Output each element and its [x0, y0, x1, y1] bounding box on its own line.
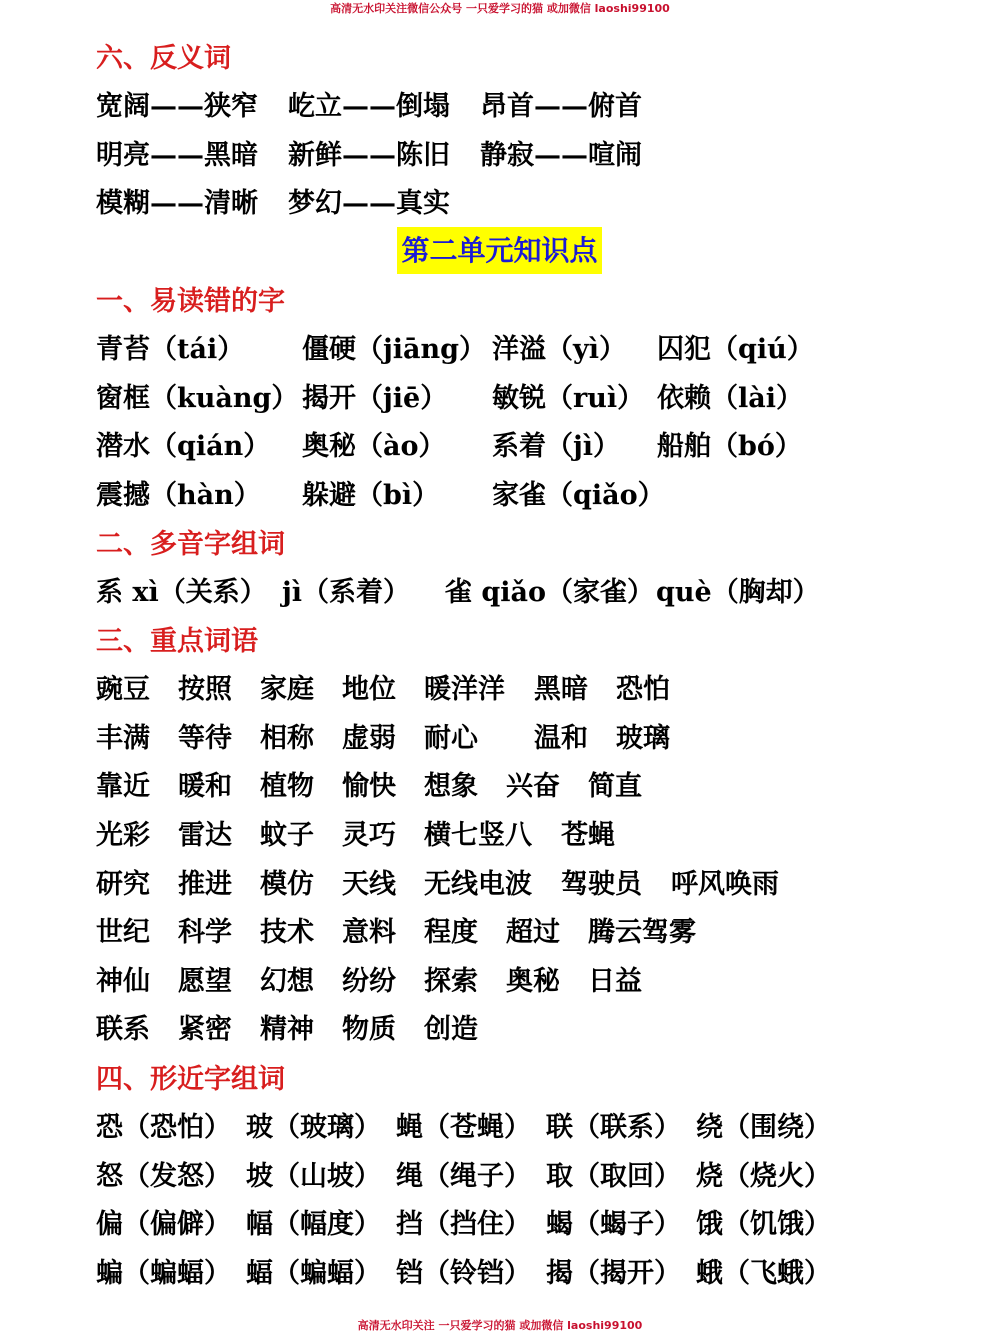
similar-char-entry: 蝎（蝎子） [546, 1209, 681, 1240]
misread-word: 船舶（bó） [657, 431, 802, 462]
key-word: 按照 [178, 674, 232, 705]
key-word: 奥秘 [506, 966, 560, 997]
key-word: 模仿 [260, 869, 314, 900]
key-word: 幻想 [260, 966, 314, 997]
polyphonic-entry: 雀 qiǎo（家雀） [445, 577, 655, 608]
key-word: 温和 [534, 723, 588, 754]
misread-row [96, 430, 976, 464]
antonym-pair: 模糊——清晰 [96, 188, 258, 219]
similar-char-entry: 铛（铃铛） [396, 1258, 531, 1289]
key-word: 联系 [96, 1014, 150, 1045]
misread-word: 潜水（qián） [96, 431, 271, 462]
similar-char-entry: 挡（挡住） [396, 1209, 531, 1240]
key-word: 虚弱 [342, 723, 396, 754]
key-word: 愉快 [342, 771, 396, 802]
key-word: 地位 [342, 674, 396, 705]
section-heading-polyphonic: 二、多音字组词 [96, 529, 285, 560]
misread-word: 窗框（kuàng） [96, 383, 299, 414]
misread-word: 系着（jì） [492, 431, 621, 462]
key-word: 耐心 [424, 723, 478, 754]
key-word: 豌豆 [96, 674, 150, 705]
key-word: 灵巧 [342, 820, 396, 851]
key-word: 日益 [588, 966, 642, 997]
similar-char-entry: 幅（幅度） [246, 1209, 381, 1240]
antonym-pair: 梦幻——真实 [288, 188, 450, 219]
similar-char-entry: 揭（揭开） [546, 1258, 681, 1289]
key-word: 想象 [424, 771, 478, 802]
key-word: 神仙 [96, 966, 150, 997]
antonym-row [96, 139, 976, 173]
similar-char-entry: 绳（绳子） [396, 1161, 531, 1192]
key-word: 横七竖八 [424, 820, 532, 851]
key-word: 世纪 [96, 917, 150, 948]
polyphonic-entry: 系 xì（关系） [96, 577, 267, 608]
key-word: 精神 [260, 1014, 314, 1045]
section-heading-antonyms: 六、反义词 [96, 43, 231, 74]
misread-row [96, 333, 976, 367]
key-word: 苍蝇 [561, 820, 615, 851]
section-heading-misread: 一、易读错的字 [96, 286, 285, 317]
similar-char-entry: 蝙（蝙蝠） [96, 1258, 231, 1289]
key-word: 雷达 [178, 820, 232, 851]
similar-char-entry: 饿（饥饿） [696, 1209, 831, 1240]
key-word: 暖洋洋 [424, 674, 505, 705]
key-words-row [96, 819, 976, 853]
polyphonic-row [96, 576, 976, 610]
antonym-row [96, 90, 976, 124]
key-word: 植物 [260, 771, 314, 802]
key-word: 恐怕 [616, 674, 670, 705]
similar-char-entry: 怒（发怒） [96, 1161, 231, 1192]
misread-word: 震撼（hàn） [96, 480, 261, 511]
key-word: 腾云驾雾 [588, 917, 696, 948]
antonym-pair: 昂首——俯首 [480, 91, 642, 122]
key-words-row [96, 916, 976, 950]
antonym-pair: 明亮——黑暗 [96, 140, 258, 171]
key-word: 无线电波 [424, 869, 532, 900]
polyphonic-entry: jì（系着） [282, 577, 411, 608]
misread-word: 洋溢（yì） [492, 334, 626, 365]
watermark-bottom: 高清无水印关注 一只爱学习的猫 或加微信 laoshi99100 [357, 1319, 643, 1332]
similar-char-entry: 玻（玻璃） [246, 1112, 381, 1143]
similar-char-entry: 蝇（苍蝇） [396, 1112, 531, 1143]
misread-row [96, 479, 976, 513]
key-word: 丰满 [96, 723, 150, 754]
similar-char-entry: 恐（恐怕） [96, 1112, 231, 1143]
misread-row [96, 382, 976, 416]
similar-chars-row [96, 1160, 976, 1194]
misread-word: 敏锐（ruì） [492, 383, 645, 414]
key-word: 技术 [260, 917, 314, 948]
key-word: 兴奋 [506, 771, 560, 802]
similar-char-entry: 烧（烧火） [696, 1161, 831, 1192]
key-word: 相称 [260, 723, 314, 754]
similar-char-entry: 取（取回） [546, 1161, 681, 1192]
unit-title-banner: 第二单元知识点 [397, 227, 602, 274]
key-word: 推进 [178, 869, 232, 900]
misread-word: 奥秘（ào） [302, 431, 446, 462]
key-word: 天线 [342, 869, 396, 900]
misread-word: 依赖（lài） [657, 383, 804, 414]
key-word: 愿望 [178, 966, 232, 997]
key-word: 研究 [96, 869, 150, 900]
key-word: 呼风唤雨 [671, 869, 779, 900]
key-words-row [96, 1013, 976, 1047]
section-heading-similar-chars: 四、形近字组词 [96, 1064, 285, 1095]
misread-word: 揭开（jiē） [302, 383, 448, 414]
key-word: 纷纷 [342, 966, 396, 997]
antonym-pair: 宽阔——狭窄 [96, 91, 258, 122]
key-word: 黑暗 [534, 674, 588, 705]
misread-word: 青苔（tái） [96, 334, 245, 365]
key-words-row [96, 673, 976, 707]
key-word: 意料 [342, 917, 396, 948]
similar-char-entry: 联（联系） [546, 1112, 681, 1143]
misread-word: 家雀（qiǎo） [492, 480, 665, 511]
key-word: 玻璃 [616, 723, 670, 754]
key-word: 等待 [178, 723, 232, 754]
antonym-pair: 静寂——喧闹 [480, 140, 642, 171]
key-word: 家庭 [260, 674, 314, 705]
key-word: 程度 [424, 917, 478, 948]
similar-char-entry: 绕（围绕） [696, 1112, 831, 1143]
similar-chars-row [96, 1111, 976, 1145]
key-word: 暖和 [178, 771, 232, 802]
key-word: 探索 [424, 966, 478, 997]
key-word: 物质 [342, 1014, 396, 1045]
key-words-row [96, 770, 976, 804]
similar-chars-row [96, 1208, 976, 1242]
key-word: 光彩 [96, 820, 150, 851]
misread-word: 躲避（bì） [302, 480, 440, 511]
polyphonic-entry: què（胸却） [656, 577, 820, 608]
antonym-pair: 新鲜——陈旧 [288, 140, 450, 171]
key-word: 紧密 [178, 1014, 232, 1045]
key-word: 蚊子 [260, 820, 314, 851]
section-heading-key-words: 三、重点词语 [96, 626, 258, 657]
key-word: 简直 [588, 771, 642, 802]
similar-char-entry: 坡（山坡） [246, 1161, 381, 1192]
similar-char-entry: 偏（偏僻） [96, 1209, 231, 1240]
key-word: 驾驶员 [561, 869, 642, 900]
key-words-row [96, 965, 976, 999]
key-word: 超过 [506, 917, 560, 948]
key-words-row [96, 868, 976, 902]
key-words-row [96, 722, 976, 756]
similar-char-entry: 蛾（飞蛾） [696, 1258, 831, 1289]
antonym-pair: 屹立——倒塌 [288, 91, 450, 122]
misread-word: 囚犯（qiú） [657, 334, 814, 365]
antonym-row [96, 187, 976, 221]
similar-char-entry: 蝠（蝙蝠） [246, 1258, 381, 1289]
key-word: 靠近 [96, 771, 150, 802]
watermark-top: 高清无水印关注微信公众号 一只爱学习的猫 或加微信 laoshi99100 [330, 2, 670, 15]
similar-chars-row [96, 1257, 976, 1291]
misread-word: 僵硬（jiāng） [302, 334, 487, 365]
key-word: 科学 [178, 917, 232, 948]
key-word: 创造 [424, 1014, 478, 1045]
